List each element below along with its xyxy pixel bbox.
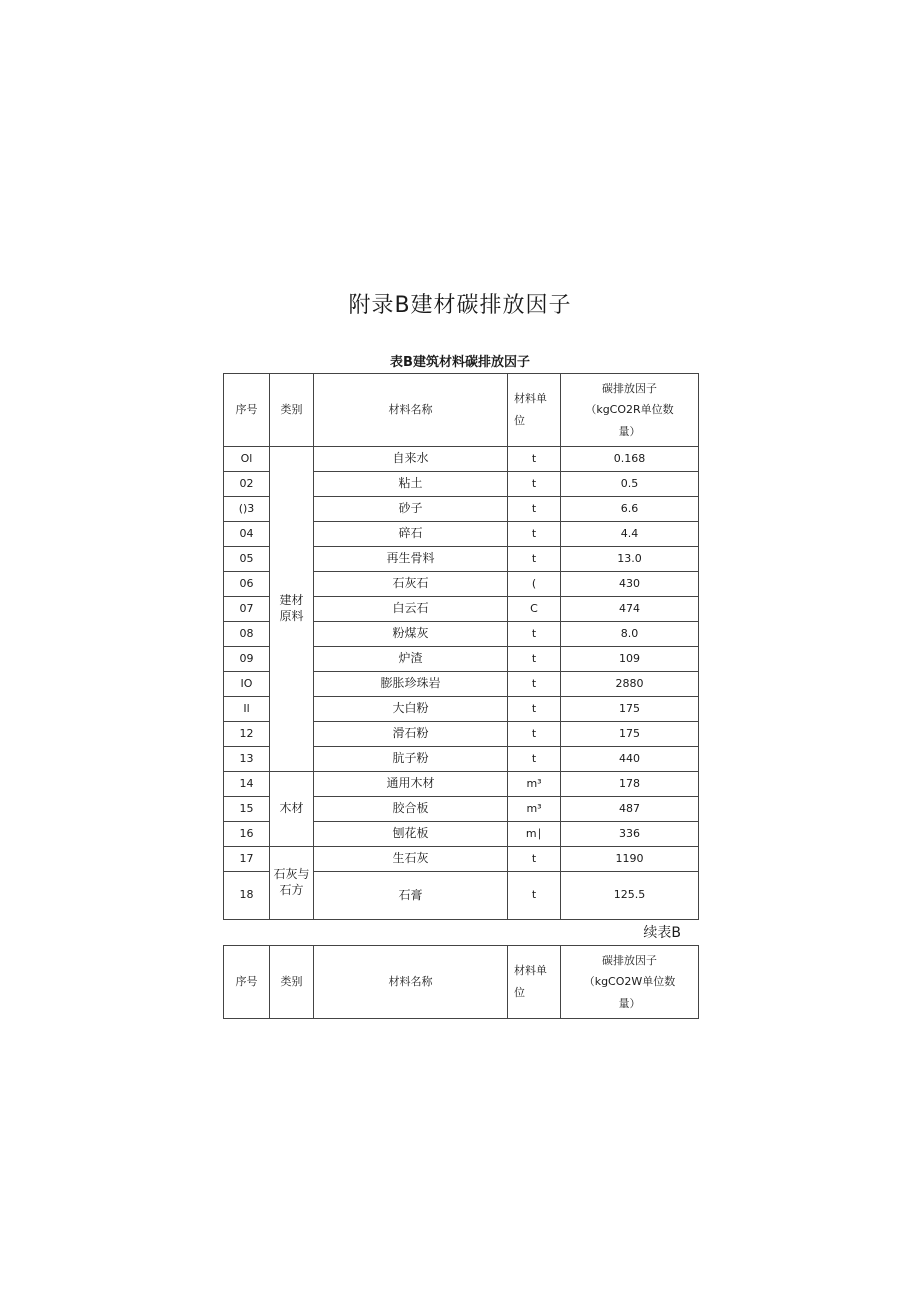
material-name-cell: 通用木材 <box>314 772 508 797</box>
material-name-cell: 生石灰 <box>314 847 508 872</box>
material-name-cell: 碎石 <box>314 522 508 547</box>
unit-cell: t <box>508 672 561 697</box>
seq-cell: IO <box>224 672 270 697</box>
header-factor-line3: 量） <box>618 424 641 438</box>
continuation-table <box>223 945 699 1019</box>
header-material: 材料名称 <box>314 374 508 447</box>
material-name-cell: 大白粉 <box>314 697 508 722</box>
material-name-cell: 石灰石 <box>314 572 508 597</box>
header-factor-line3: 量） <box>618 996 641 1010</box>
header-factor-line2: （kgCO2W单位数 <box>583 975 676 989</box>
seq-cell: 08 <box>224 622 270 647</box>
material-name-cell: 再生骨料 <box>314 547 508 572</box>
header-factor-line1: 碳排放因子 <box>602 953 657 967</box>
unit-cell: t <box>508 722 561 747</box>
material-name-cell: 炉渣 <box>314 647 508 672</box>
material-name-cell: 滑石粉 <box>314 722 508 747</box>
seq-cell: Il <box>224 697 270 722</box>
carbon-factor-table <box>223 373 699 920</box>
material-name-cell: 砂子 <box>314 497 508 522</box>
seq-cell: 18 <box>224 872 270 920</box>
seq-cell: 04 <box>224 522 270 547</box>
seq-cell: 13 <box>224 747 270 772</box>
category-cell-lime-gypsum <box>270 847 314 920</box>
unit-cell: t <box>508 647 561 672</box>
factor-cell: 4.4 <box>561 522 699 547</box>
category-label-line1: 建材 <box>279 593 304 608</box>
category-label-line2: 原料 <box>279 609 304 623</box>
category-cell-building-raw <box>270 447 314 772</box>
unit-cell: t <box>508 497 561 522</box>
header-unit <box>508 374 561 447</box>
material-name-cell: 石膏 <box>314 872 508 920</box>
material-name-cell: 白云石 <box>314 597 508 622</box>
unit-cell: t <box>508 872 561 920</box>
seq-cell: Ol <box>224 447 270 472</box>
factor-cell: 0.5 <box>561 472 699 497</box>
material-name-cell: 肮子粉 <box>314 747 508 772</box>
factor-cell: 0.168 <box>561 447 699 472</box>
unit-cell: t <box>508 747 561 772</box>
header-unit <box>508 946 561 1019</box>
header-factor-line1: 碳排放因子 <box>602 381 657 395</box>
factor-cell: 430 <box>561 572 699 597</box>
header-factor-line2: （kgCO2R单位数 <box>585 403 674 417</box>
unit-cell: m∣ <box>508 822 561 847</box>
seq-cell: 02 <box>224 472 270 497</box>
material-name-cell: 胶合板 <box>314 797 508 822</box>
material-name-cell: 自来水 <box>314 447 508 472</box>
header-unit-text: 材料单位 <box>514 964 547 999</box>
unit-cell: t <box>508 547 561 572</box>
factor-cell: 474 <box>561 597 699 622</box>
table-header-row <box>224 374 699 447</box>
continuation-label: 续表B <box>643 925 681 941</box>
header-seq: 序号 <box>224 946 270 1019</box>
factor-cell: 1190 <box>561 847 699 872</box>
header-factor <box>561 374 699 447</box>
unit-cell: t <box>508 472 561 497</box>
material-name-cell: 粉煤灰 <box>314 622 508 647</box>
seq-cell: 14 <box>224 772 270 797</box>
factor-cell: 175 <box>561 722 699 747</box>
header-category: 类别 <box>270 946 314 1019</box>
unit-cell: t <box>508 447 561 472</box>
unit-cell: m³ <box>508 772 561 797</box>
header-material: 材料名称 <box>314 946 508 1019</box>
unit-cell: t <box>508 622 561 647</box>
seq-cell: ()3 <box>224 497 270 522</box>
appendix-heading: 附录B建材碳排放因子 <box>348 293 572 318</box>
factor-cell: 336 <box>561 822 699 847</box>
unit-cell: t <box>508 697 561 722</box>
factor-cell: 178 <box>561 772 699 797</box>
table-row <box>224 847 699 872</box>
factor-cell: 13.0 <box>561 547 699 572</box>
header-category: 类别 <box>270 374 314 447</box>
factor-cell: 487 <box>561 797 699 822</box>
factor-cell: 2880 <box>561 672 699 697</box>
seq-cell: 17 <box>224 847 270 872</box>
factor-cell: 8.0 <box>561 622 699 647</box>
seq-cell: 06 <box>224 572 270 597</box>
factor-cell: 6.6 <box>561 497 699 522</box>
category-label-line2: 石方 <box>279 883 304 897</box>
table-row <box>224 447 699 472</box>
category-cell-wood: 木材 <box>270 772 314 847</box>
header-seq: 序号 <box>224 374 270 447</box>
seq-cell: 12 <box>224 722 270 747</box>
seq-cell: 09 <box>224 647 270 672</box>
continuation-header-row <box>224 946 699 1019</box>
header-factor <box>561 946 699 1019</box>
material-name-cell: 膨胀珍珠岩 <box>314 672 508 697</box>
header-unit-text: 材料单位 <box>514 392 547 427</box>
category-label-line1: 石灰与 <box>273 867 310 882</box>
unit-cell: t <box>508 847 561 872</box>
factor-cell: 109 <box>561 647 699 672</box>
table-row <box>224 772 699 797</box>
material-name-cell: 粘土 <box>314 472 508 497</box>
seq-cell: 07 <box>224 597 270 622</box>
material-name-cell: 刨花板 <box>314 822 508 847</box>
unit-cell: C <box>508 597 561 622</box>
table-caption: 表B建筑材料碳排放因子 <box>390 355 530 370</box>
factor-cell: 440 <box>561 747 699 772</box>
seq-cell: 05 <box>224 547 270 572</box>
seq-cell: 15 <box>224 797 270 822</box>
factor-cell: 125.5 <box>561 872 699 920</box>
seq-cell: 16 <box>224 822 270 847</box>
factor-cell: 175 <box>561 697 699 722</box>
unit-cell: t <box>508 522 561 547</box>
unit-cell: m³ <box>508 797 561 822</box>
unit-cell: ( <box>508 572 561 597</box>
